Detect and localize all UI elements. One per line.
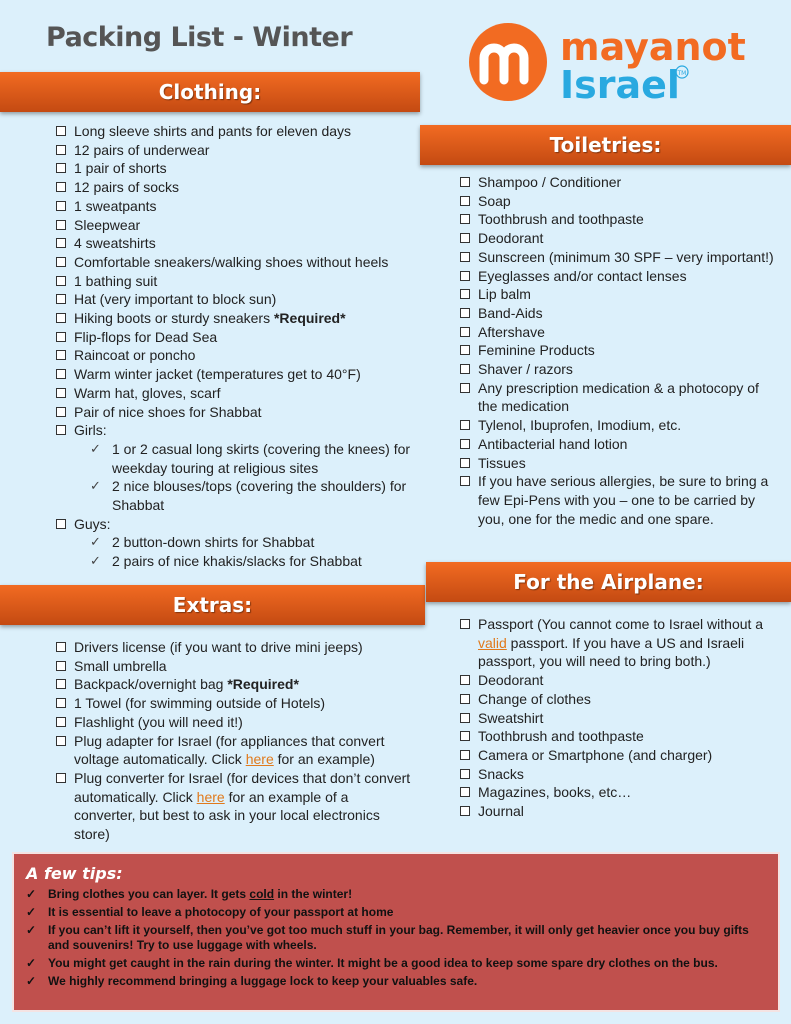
checkbox-icon[interactable] xyxy=(460,271,470,281)
girls-sublist xyxy=(84,440,416,515)
list-item: Comfortable sneakers/walking shoes without heels xyxy=(56,253,416,272)
checkbox-icon[interactable] xyxy=(56,369,66,379)
extras-list xyxy=(56,638,412,844)
list-item: 1 bathing suit xyxy=(56,272,416,291)
list-item: Toothbrush and toothpaste xyxy=(460,210,782,229)
svg-text:mayanot: mayanot xyxy=(560,25,746,69)
list-item: If you have serious allergies, be sure to bring a few Epi-Pens with you – one to be carried by you, one for the medic and one spare. xyxy=(460,472,782,528)
list-item: Backpack/overnight bag *Required* xyxy=(56,675,412,694)
extras-heading: Extras: xyxy=(172,593,253,617)
list-item: 4 sweatshirts xyxy=(56,234,416,253)
list-item: Hiking boots or sturdy sneakers *Required* xyxy=(56,309,416,328)
list-item: Deodorant xyxy=(460,229,782,248)
list-item: Long sleeve shirts and pants for eleven days xyxy=(56,122,416,141)
checkbox-icon[interactable] xyxy=(56,332,66,342)
checkbox-icon[interactable] xyxy=(56,407,66,417)
checkmark-icon: ✓ xyxy=(26,956,37,970)
checkbox-icon[interactable] xyxy=(460,750,470,760)
checkbox-icon[interactable] xyxy=(460,420,470,430)
list-item: Band-Aids xyxy=(460,304,782,323)
checkbox-icon[interactable] xyxy=(56,201,66,211)
list-item: Sunscreen (minimum 30 SPF – very important!) xyxy=(460,248,782,267)
list-item: Plug converter for Israel (for devices that don’t convert automatically. Click here for an example of a converter, but best to ask in your local electronics store) xyxy=(56,769,412,844)
converter-example-link[interactable]: here xyxy=(196,788,225,805)
mayanot-israel-logo xyxy=(468,22,758,102)
guys-sublist xyxy=(84,533,416,570)
list-item: Camera or Smartphone (and charger) xyxy=(460,746,785,765)
list-item: 1 pair of shorts xyxy=(56,159,416,178)
checkbox-icon[interactable] xyxy=(56,220,66,230)
checkbox-icon[interactable] xyxy=(460,345,470,355)
tips-heading: A few tips: xyxy=(26,864,123,883)
airplane-header xyxy=(426,562,791,602)
checkbox-icon[interactable] xyxy=(460,458,470,468)
list-item: Plug adapter for Israel (for appliances that convert voltage automatically. Click here for an example) xyxy=(56,732,412,769)
list-item: Warm winter jacket (temperatures get to 40°F) xyxy=(56,365,416,384)
checkbox-icon[interactable] xyxy=(460,252,470,262)
checkbox-icon[interactable] xyxy=(460,476,470,486)
clothing-list xyxy=(56,122,416,571)
required-label: *Required* xyxy=(273,310,346,327)
airplane-list xyxy=(460,615,785,821)
adapter-example-link[interactable]: here xyxy=(245,751,274,768)
extras-header xyxy=(0,585,425,625)
list-item: Sleepwear xyxy=(56,216,416,235)
checkbox-icon[interactable] xyxy=(56,313,66,323)
checkmark-icon: ✓ xyxy=(90,553,101,569)
checkbox-icon[interactable] xyxy=(460,439,470,449)
list-item: 12 pairs of underwear xyxy=(56,141,416,160)
checkbox-icon[interactable] xyxy=(460,233,470,243)
checkbox-icon[interactable] xyxy=(460,713,470,723)
sub-list-item: ✓ 2 button-down shirts for Shabbat xyxy=(90,534,315,551)
tip-item: ✓ If you can’t lift it yourself, then you’ve got too much stuff in your bag. Remember, it will only get heavier once you buy gifts and souvenirs! Try to use luggage with wheels. xyxy=(26,923,749,952)
svg-text:TM: TM xyxy=(677,70,687,77)
checkbox-icon[interactable] xyxy=(56,145,66,155)
checkbox-icon[interactable] xyxy=(56,661,66,671)
list-item: Flashlight (you will need it!) xyxy=(56,713,412,732)
tips-list xyxy=(26,887,766,989)
checkmark-icon: ✓ xyxy=(26,923,37,937)
list-item: Feminine Products xyxy=(460,341,782,360)
tip-item: ✓ You might get caught in the rain during the winter. It might be a good idea to keep some spare dry clothes on the bus. xyxy=(26,956,718,970)
checkmark-icon: ✓ xyxy=(90,440,101,456)
list-item: Sweatshirt xyxy=(460,709,785,728)
checkbox-icon[interactable] xyxy=(460,364,470,374)
list-item: Drivers license (if you want to drive mini jeeps) xyxy=(56,638,412,657)
list-item: Eyeglasses and/or contact lenses xyxy=(460,267,782,286)
checkbox-icon[interactable] xyxy=(460,214,470,224)
list-item: Antibacterial hand lotion xyxy=(460,435,782,454)
airplane-heading: For the Airplane: xyxy=(513,570,704,594)
checkbox-icon[interactable] xyxy=(56,163,66,173)
checkmark-icon: ✓ xyxy=(26,905,37,919)
list-item-girls: Girls: ✓ 1 or 2 casual long skirts (covering the knees) for weekday touring at religious sites ✓ 2 nice blouses/tops (covering the shoulders) for Shabbat xyxy=(56,421,416,515)
checkbox-icon[interactable] xyxy=(56,425,66,435)
tip-item: ✓ We highly recommend bringing a luggage lock to keep your valuables safe. xyxy=(26,974,478,988)
checkbox-icon[interactable] xyxy=(460,731,470,741)
checkbox-icon[interactable] xyxy=(460,675,470,685)
valid-passport-link[interactable]: valid xyxy=(478,634,507,651)
list-item: Small umbrella xyxy=(56,657,412,676)
checkbox-icon[interactable] xyxy=(460,327,470,337)
checkbox-icon[interactable] xyxy=(460,196,470,206)
checkmark-icon: ✓ xyxy=(26,887,37,901)
list-item: Deodorant xyxy=(460,671,785,690)
clothing-header xyxy=(0,72,420,112)
list-item: Any prescription medication & a photocopy of the medication xyxy=(460,379,782,416)
list-item: Raincoat or poncho xyxy=(56,346,416,365)
checkbox-icon[interactable] xyxy=(56,773,66,783)
clothing-heading: Clothing: xyxy=(158,80,262,104)
list-item: Flip-flops for Dead Sea xyxy=(56,328,416,347)
list-item: Lip balm xyxy=(460,285,782,304)
checkbox-icon[interactable] xyxy=(460,694,470,704)
checkbox-icon[interactable] xyxy=(460,787,470,797)
checkmark-icon: ✓ xyxy=(90,534,101,550)
list-item: Soap xyxy=(460,192,782,211)
list-item: Shampoo / Conditioner xyxy=(460,173,782,192)
sub-list-item: ✓ 1 or 2 casual long skirts (covering the knees) for weekday touring at religious sites xyxy=(90,440,411,476)
list-item: Toothbrush and toothpaste xyxy=(460,727,785,746)
list-item: Hat (very important to block sun) xyxy=(56,290,416,309)
toiletries-list xyxy=(460,173,782,528)
list-item: 1 Towel (for swimming outside of Hotels) xyxy=(56,694,412,713)
checkbox-icon[interactable] xyxy=(56,698,66,708)
list-item: 1 sweatpants xyxy=(56,197,416,216)
checkbox-icon[interactable] xyxy=(460,619,470,629)
list-item: Passport (You cannot come to Israel without a valid passport. If you have a US and Israeli passport, you will need to bring both.) xyxy=(460,615,785,671)
checkbox-icon[interactable] xyxy=(460,289,470,299)
toiletries-heading: Toiletries: xyxy=(549,133,662,157)
list-item: Magazines, books, etc… xyxy=(460,783,785,802)
svg-text:Israel: Israel xyxy=(560,63,680,102)
checkbox-icon[interactable] xyxy=(56,736,66,746)
list-item: Pair of nice shoes for Shabbat xyxy=(56,403,416,422)
tips-box xyxy=(12,852,780,1012)
checkbox-icon[interactable] xyxy=(56,182,66,192)
required-label: *Required* xyxy=(227,676,299,693)
list-item: Tissues xyxy=(460,454,782,473)
checkbox-icon[interactable] xyxy=(56,679,66,689)
checkbox-icon[interactable] xyxy=(56,519,66,529)
list-item-guys: Guys: ✓ 2 button-down shirts for Shabbat ✓ 2 pairs of nice khakis/slacks for Shabbat xyxy=(56,515,416,571)
list-item: Snacks xyxy=(460,765,785,784)
list-item: Aftershave xyxy=(460,323,782,342)
checkbox-icon[interactable] xyxy=(56,388,66,398)
checkbox-icon[interactable] xyxy=(56,257,66,267)
checkmark-icon: ✓ xyxy=(90,478,101,494)
page-title: Packing List - Winter xyxy=(46,22,353,53)
checkbox-icon[interactable] xyxy=(56,350,66,360)
checkbox-icon[interactable] xyxy=(56,238,66,248)
checkbox-icon[interactable] xyxy=(56,642,66,652)
list-item: Journal xyxy=(460,802,785,821)
checkbox-icon[interactable] xyxy=(460,308,470,318)
list-item: 12 pairs of socks xyxy=(56,178,416,197)
checkbox-icon[interactable] xyxy=(460,177,470,187)
sub-list-item: ✓ 2 pairs of nice khakis/slacks for Shabbat xyxy=(90,553,362,570)
checkbox-icon[interactable] xyxy=(56,276,66,286)
checkbox-icon[interactable] xyxy=(56,294,66,304)
list-item: Change of clothes xyxy=(460,690,785,709)
tip-item: ✓ Bring clothes you can layer. It gets cold in the winter! xyxy=(26,887,353,901)
list-item: Shaver / razors xyxy=(460,360,782,379)
checkmark-icon: ✓ xyxy=(26,974,37,988)
checkbox-icon[interactable] xyxy=(460,383,470,393)
sub-list-item: ✓ 2 nice blouses/tops (covering the shoulders) for Shabbat xyxy=(90,478,407,514)
checkbox-icon[interactable] xyxy=(460,806,470,816)
checkbox-icon[interactable] xyxy=(56,717,66,727)
toiletries-header xyxy=(420,125,791,165)
tip-item: ✓ It is essential to leave a photocopy of your passport at home xyxy=(26,905,394,919)
list-item: Tylenol, Ibuprofen, Imodium, etc. xyxy=(460,416,782,435)
list-item: Warm hat, gloves, scarf xyxy=(56,384,416,403)
checkbox-icon[interactable] xyxy=(460,769,470,779)
checkbox-icon[interactable] xyxy=(56,126,66,136)
